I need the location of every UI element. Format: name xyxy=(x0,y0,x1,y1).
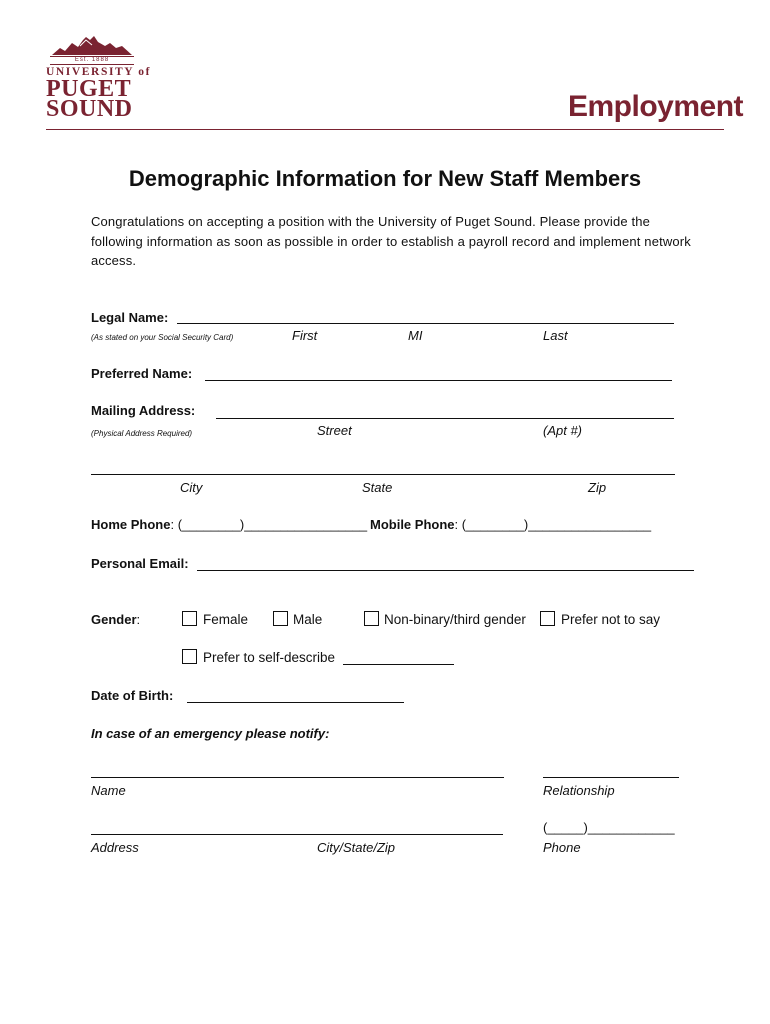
last-name-caption: Last xyxy=(543,328,568,343)
city-caption: City xyxy=(180,480,203,495)
female-label: Female xyxy=(203,612,249,627)
emergency-phone-field[interactable]: (_____)____________ xyxy=(543,820,675,835)
gender-colon: : xyxy=(136,612,141,627)
personal-email-label: Personal Email: xyxy=(91,556,189,571)
legal-name-field[interactable] xyxy=(177,323,674,324)
mobile-phone-value: : (________)_________________ xyxy=(454,517,652,532)
mailing-address-label: Mailing Address: xyxy=(91,403,196,418)
section-title: Employment xyxy=(568,90,744,123)
female-checkbox[interactable] xyxy=(182,611,197,626)
preferred-name-field[interactable] xyxy=(205,380,672,381)
dob-label: Date of Birth: xyxy=(91,688,174,703)
city-state-zip-field[interactable] xyxy=(91,474,675,475)
emergency-relationship-caption: Relationship xyxy=(543,783,615,798)
logo-sound: SOUND xyxy=(46,96,133,122)
nonbinary-checkbox[interactable] xyxy=(364,611,379,626)
gender-label-group xyxy=(91,612,140,627)
street-field[interactable] xyxy=(216,418,674,419)
emergency-address-field[interactable] xyxy=(91,834,503,835)
logo-university: UNIVERSITY of xyxy=(46,66,152,78)
page-title: Demographic Information for New Staff Members xyxy=(128,166,642,191)
mailing-address-note: (Physical Address Required) xyxy=(91,429,193,438)
self-describe-checkbox[interactable] xyxy=(182,649,197,664)
logo-puget: PUGET xyxy=(46,76,132,102)
emergency-address-caption: Address xyxy=(91,840,139,855)
middle-initial-caption: MI xyxy=(408,328,423,343)
mobile-phone-field[interactable] xyxy=(370,517,651,532)
state-caption: State xyxy=(362,480,393,495)
emergency-relationship-field[interactable] xyxy=(543,777,679,778)
logo-est: Est. 1888 xyxy=(74,57,110,63)
nonbinary-label: Non-binary/third gender xyxy=(384,612,526,627)
legal-name-label: Legal Name: xyxy=(91,310,169,325)
emergency-city-state-zip-caption: City/State/Zip xyxy=(317,840,396,855)
zip-caption: Zip xyxy=(588,480,607,495)
self-describe-field[interactable] xyxy=(343,664,454,665)
emergency-name-caption: Name xyxy=(91,783,126,798)
dob-field[interactable] xyxy=(187,702,404,703)
emergency-heading: In case of an emergency please notify: xyxy=(91,726,330,741)
self-describe-label: Prefer to self-describe xyxy=(203,650,336,665)
preferred-name-label: Preferred Name: xyxy=(91,366,193,381)
intro-paragraph: Congratulations on accepting a position with the University of Puget Sound. Please provide the following information as soon as possible in order to establish a payroll record and implement network access. xyxy=(91,214,691,268)
home-phone-label: Home Phone xyxy=(91,517,171,532)
mountain-logo-icon xyxy=(50,34,134,56)
home-phone-value: : (________)_________________ xyxy=(170,517,368,532)
prefer-not-to-say-label: Prefer not to say xyxy=(561,612,661,627)
home-phone-field[interactable] xyxy=(91,517,367,532)
male-checkbox[interactable] xyxy=(273,611,288,626)
first-name-caption: First xyxy=(292,328,318,343)
legal-name-note: (As stated on your Social Security Card) xyxy=(91,333,234,342)
prefer-not-to-say-checkbox[interactable] xyxy=(540,611,555,626)
apt-caption: (Apt #) xyxy=(543,423,583,438)
mobile-phone-label: Mobile Phone xyxy=(370,517,455,532)
gender-label: Gender xyxy=(91,612,137,627)
emergency-phone-caption: Phone xyxy=(543,840,581,855)
emergency-name-field[interactable] xyxy=(91,777,504,778)
male-label: Male xyxy=(293,612,323,627)
header-divider xyxy=(46,129,724,130)
personal-email-field[interactable] xyxy=(197,570,694,571)
street-caption: Street xyxy=(317,423,352,438)
